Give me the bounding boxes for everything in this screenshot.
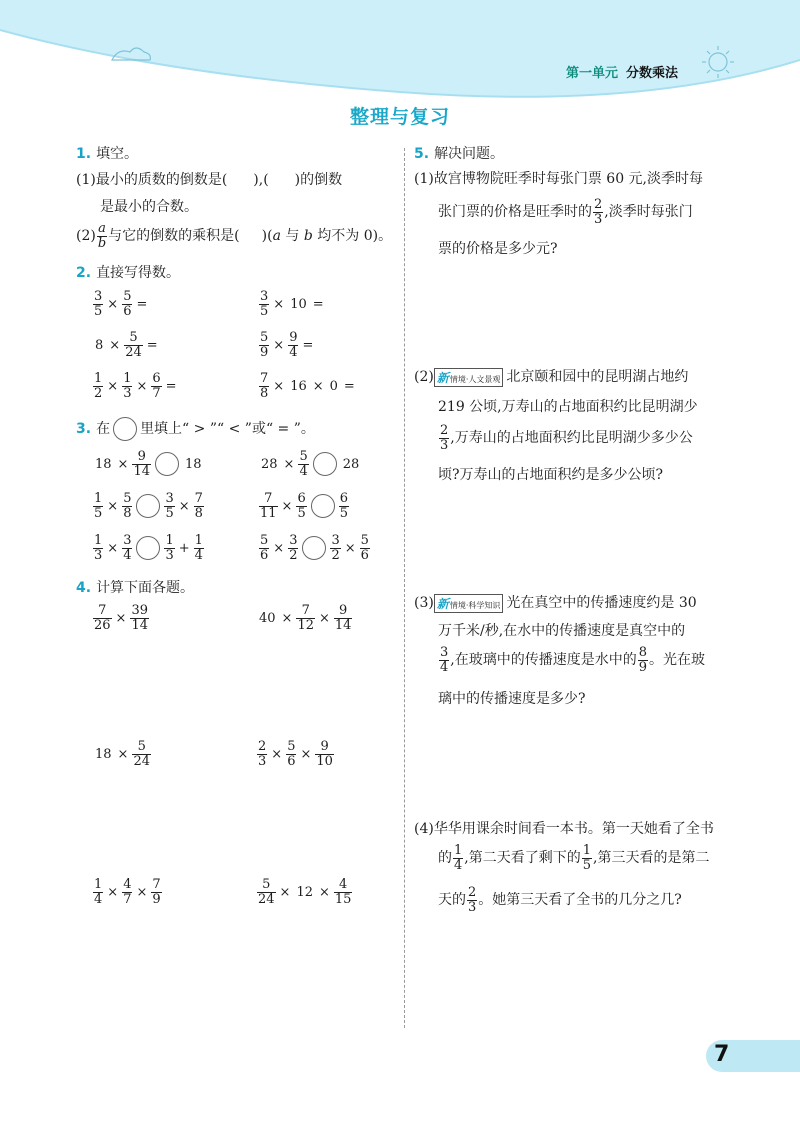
section-number: 1.: [76, 146, 92, 162]
compare-3-1: 18 × $\frac{9}{14}$ 18: [95, 449, 202, 479]
q1-1-line1: (1)最小的质数的倒数是( ),( )的倒数: [76, 172, 343, 188]
unit-label: 第一单元: [566, 66, 619, 81]
section-4-heading: 4. 计算下面各题。: [76, 580, 195, 596]
context-tag: 新情境·科学知识: [434, 594, 504, 613]
calc-4-4: $\frac{2}{3}$ × $\frac{5}{6}$ × $\frac{9}{10}$: [258, 739, 333, 769]
q5-1-line1: (1)故宫博物院旺季时每张门票 60 元,淡季时每: [414, 171, 703, 187]
q5-1-line2: 张门票的价格是旺季时的 $\frac{2}{3}$ ,淡季时每张门: [438, 197, 693, 227]
expr-2-4: $\frac{5}{9}$ × $\frac{9}{4}$ =: [260, 330, 314, 360]
compare-circle[interactable]: [136, 494, 160, 518]
unit-heading: [566, 62, 678, 81]
q5-2-line1: (2) 新情境·人文景观 北京颐和园中的昆明湖占地约: [414, 369, 689, 385]
page-number: 7: [714, 1042, 730, 1067]
compare-3-6: $\frac{5}{6}$ × $\frac{3}{2}$ $\frac{3}{2}$ × $\frac{5}{6}$: [260, 533, 369, 563]
calc-4-3: 18 × $\frac{5}{24}$: [95, 739, 150, 769]
section-3-heading: 3. 在 里填上“ > ”“ < ”或“ = ”。: [76, 417, 315, 441]
expr-2-5: $\frac{1}{2}$ × $\frac{1}{3}$ × $\frac{6}{7}$ =: [94, 371, 177, 401]
calc-4-6: $\frac{5}{24}$ × 12 × $\frac{4}{15}$: [258, 877, 352, 907]
compare-circle[interactable]: [313, 452, 337, 476]
q5-2-line4: 顷?万寿山的占地面积约是多少公顷?: [438, 467, 664, 483]
compare-3-5: $\frac{1}{3}$ × $\frac{3}{4}$ $\frac{1}{3}$ + $\frac{1}{4}$: [94, 533, 203, 563]
calc-4-5: $\frac{1}{4}$ × $\frac{4}{7}$ × $\frac{7}{9}$: [94, 877, 161, 907]
section-title: 填空。: [96, 146, 139, 162]
expr-2-2: $\frac{3}{5}$ × 10 =: [260, 289, 324, 319]
column-divider: [404, 148, 405, 1028]
compare-3-2: 28 × $\frac{5}{4}$ 28: [261, 449, 360, 479]
q5-3-line3: $\frac{3}{4}$ ,在玻璃中的传播速度是水中的 $\frac{8}{9}$ 。光在玻: [440, 645, 706, 675]
compare-circle[interactable]: [136, 536, 160, 560]
context-tag: 新情境·人文景观: [434, 368, 504, 387]
q5-1-line3: 票的价格是多少元?: [438, 241, 558, 257]
compare-3-4: $\frac{7}{11}$ × $\frac{6}{5}$ $\frac{6}{5}$: [260, 491, 349, 521]
q5-4-line2: 的 $\frac{1}{4}$ ,第二天看了剩下的 $\frac{1}{5}$ ,第三天看的是第二: [438, 843, 710, 873]
topic-label: 分数乘法: [626, 66, 679, 81]
expr-2-6: $\frac{7}{8}$ × 16 × 0 =: [260, 371, 355, 401]
section-5-heading: 5. 解决问题。: [414, 146, 505, 162]
q1-2-line: (2) $\frac{a}{b}$ 与它的倒数的乘积是( )(a 与 b 均不为 0)。: [76, 221, 393, 251]
q5-4-line3: 天的 $\frac{2}{3}$ 。她第三天看了全书的几分之几?: [438, 885, 682, 915]
q5-3-line1: (3) 新情境·科学知识 光在真空中的传播速度约是 30: [414, 595, 697, 611]
header-band: [0, 0, 800, 100]
answer-circle-icon: [113, 417, 137, 441]
q5-3-line4: 璃中的传播速度是多少?: [438, 691, 586, 707]
page-number-tab: [706, 1040, 800, 1072]
section-2-heading: 2. 直接写得数。: [76, 265, 181, 281]
calc-4-1: $\frac{7}{26}$ × $\frac{39}{14}$: [94, 603, 148, 633]
compare-circle[interactable]: [311, 494, 335, 518]
expr-2-3: 8 × $\frac{5}{24}$ =: [95, 330, 158, 360]
expr-2-1: $\frac{3}{5}$ × $\frac{5}{6}$ =: [94, 289, 148, 319]
compare-3-3: $\frac{1}{5}$ × $\frac{5}{8}$ $\frac{3}{5}$ × $\frac{7}{8}$: [94, 491, 203, 521]
q5-2-line3: $\frac{2}{3}$ ,万寿山的占地面积约比昆明湖少多少公: [440, 423, 693, 453]
q5-2-line2: 219 公顷,万寿山的占地面积约比昆明湖少: [438, 399, 698, 415]
q5-3-line2: 万千米/秒,在水中的传播速度是真空中的: [438, 623, 686, 639]
page-title: 整理与复习: [349, 106, 450, 128]
q5-4-line1: (4)华华用课余时间看一本书。第一天她看了全书: [414, 821, 714, 837]
compare-circle[interactable]: [302, 536, 326, 560]
calc-4-2: 40 × $\frac{7}{12}$ × $\frac{9}{14}$: [259, 603, 352, 633]
q1-1-line2: 是最小的合数。: [100, 199, 198, 215]
section-1-heading: [76, 143, 138, 163]
compare-circle[interactable]: [155, 452, 179, 476]
